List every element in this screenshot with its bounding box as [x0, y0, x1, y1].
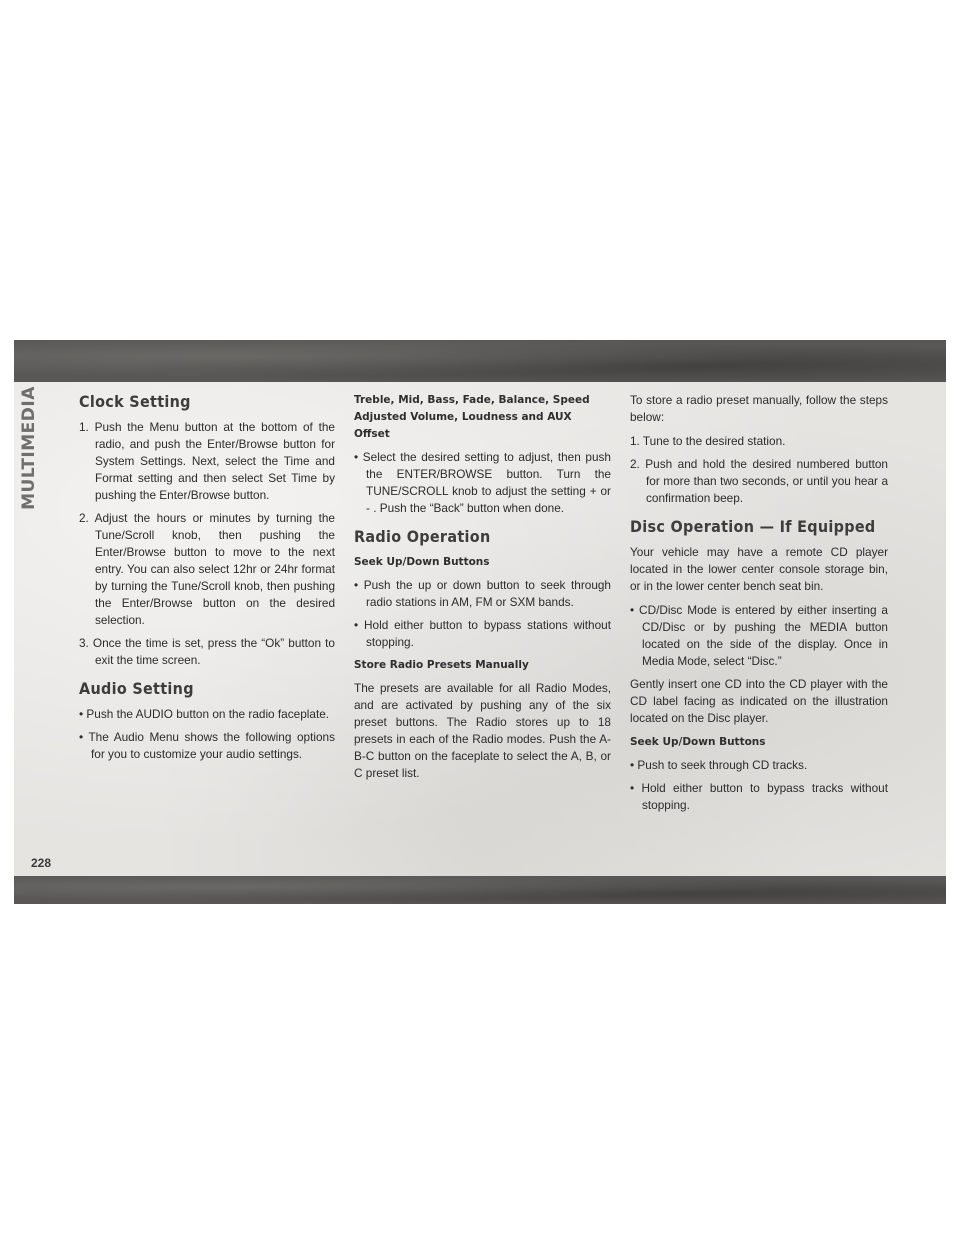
- side-tab-label: MULTIMEDIA: [19, 386, 39, 510]
- radio-seek-bullet-1: • Push the up or down button to seek through radio stations in AM, FM or SXM bands.: [354, 578, 611, 609]
- radio-seek-bullets: [354, 577, 611, 651]
- disc-seek-heading: Seek Up/Down Buttons: [630, 736, 766, 748]
- clock-step-3: 3. Once the time is set, press the “Ok” button to exit the time screen.: [79, 636, 335, 667]
- footer-band: [14, 876, 946, 904]
- audio-bullet-2: • The Audio Menu shows the following options for you to customize your audio settings.: [79, 730, 335, 761]
- manual-preset-steps: [630, 433, 888, 507]
- disc-seek-bullet-2: • Hold either button to bypass tracks without stopping.: [630, 781, 888, 812]
- audio-bullet-1: • Push the AUDIO button on the radio faceplate.: [79, 707, 330, 721]
- header-band: [14, 340, 946, 382]
- column-3: [630, 392, 888, 820]
- radio-seek-bullet-2: • Hold either button to bypass stations without stopping.: [354, 618, 611, 649]
- clock-step-2: 2. Adjust the hours or minutes by turning the Tune/Scroll knob, then pushing the Enter/Browse button to move to the next entry. You can also select 12hr or 24hr format by turning the Tune/Scroll knob, then pushing the Enter/Browse button on the desired selection.: [79, 511, 335, 627]
- store-presets-heading: Store Radio Presets Manually: [354, 659, 529, 671]
- manual-step-2: 2. Push and hold the desired numbered button for more than two seconds, or until you hear a confirmation beep.: [630, 457, 888, 505]
- disc-seek-bullets: [630, 757, 888, 814]
- section-side-tab: [15, 388, 43, 508]
- treble-bullet-1: • Select the desired setting to adjust, then push the ENTER/BROWSE button. Turn the TUNE/SCROLL knob to adjust the setting + or - . Push the “Back” button when done.: [354, 450, 611, 515]
- disc-seek-bullet-1: • Push to seek through CD tracks.: [630, 758, 808, 772]
- clock-setting-heading: Clock Setting: [79, 392, 191, 411]
- disc-intro: Your vehicle may have a remote CD player located in the lower center console storage bin, or in the lower center bench seat bin.: [630, 545, 888, 593]
- clock-step-1: 1. Push the Menu button at the bottom of the radio, and push the Enter/Browse button for System Settings. Next, select the Time and Format setting and then select Set Time by pushing the Enter/Browse button.: [79, 420, 335, 502]
- audio-bullets: [79, 706, 335, 763]
- radio-operation-heading: Radio Operation: [354, 527, 491, 546]
- manual-step-1: 1. Tune to the desired station.: [630, 434, 786, 448]
- clock-steps: [79, 419, 335, 669]
- manual-preset-intro: To store a radio preset manually, follow the steps below:: [630, 393, 888, 424]
- audio-setting-heading: Audio Setting: [79, 679, 194, 698]
- disc-insert-text: Gently insert one CD into the CD player with the CD label facing as indicated on the illustration located on the Disc player.: [630, 677, 888, 725]
- radio-seek-heading: Seek Up/Down Buttons: [354, 556, 490, 568]
- page-number: 228: [31, 856, 52, 870]
- column-2: [354, 392, 611, 789]
- treble-bullets: [354, 449, 611, 517]
- disc-bullet-1: • CD/Disc Mode is entered by either inserting a CD/Disc or by pushing the MEDIA button located on the side of the display. Once in Media Mode, select “Disc.”: [630, 603, 888, 668]
- column-1: [79, 392, 335, 769]
- treble-heading: Treble, Mid, Bass, Fade, Balance, Speed Adjusted Volume, Loudness and AUX Offset: [354, 394, 590, 440]
- manual-page: [14, 340, 946, 904]
- disc-operation-heading: Disc Operation — If Equipped: [630, 517, 876, 536]
- store-presets-text: The presets are available for all Radio Modes, and are activated by pushing any of the six preset buttons. The Radio stores up to 18 presets in each of the Radio modes. Push the A-B-C button on the faceplate to select the A, B, or C preset list.: [354, 681, 611, 780]
- disc-bullets: [630, 602, 888, 670]
